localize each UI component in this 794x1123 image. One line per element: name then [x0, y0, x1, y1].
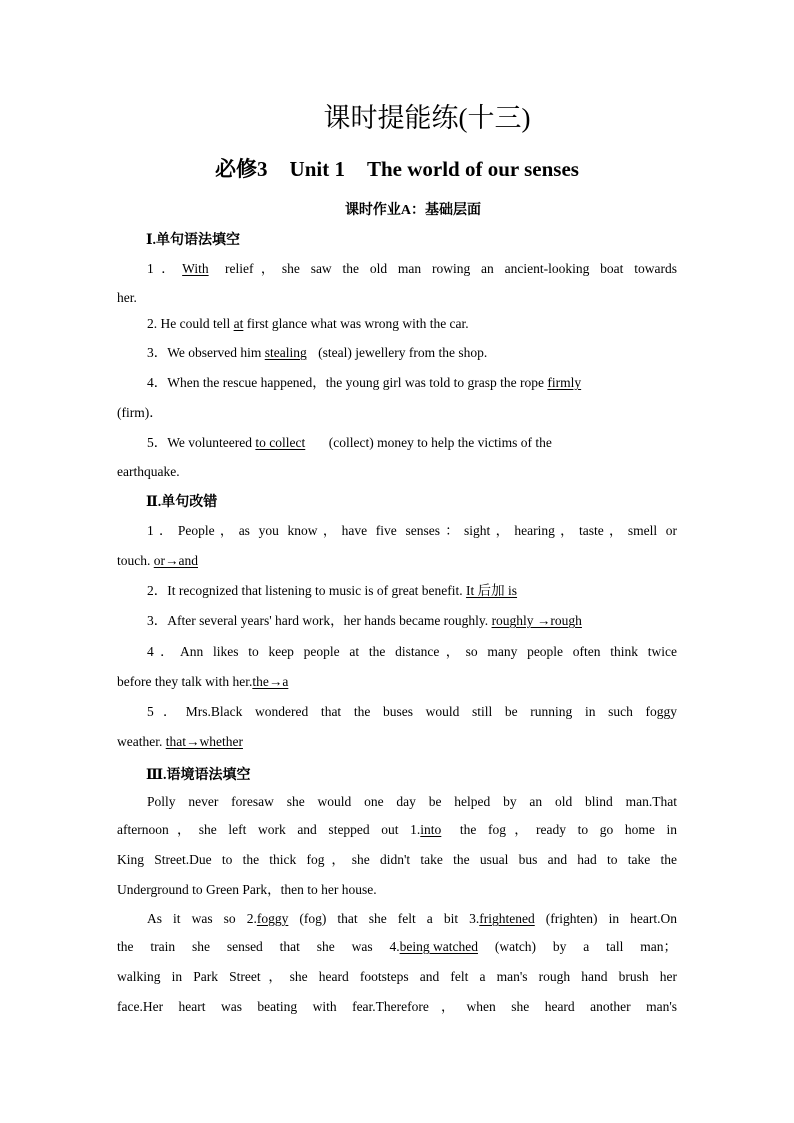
subtitle-unit: Unit 1 — [289, 157, 345, 181]
answer-blank: firmly — [547, 375, 582, 390]
subtitle-topic: The world of our senses — [366, 157, 579, 181]
answer-blank: at — [233, 316, 244, 331]
correction: roughly →rough — [491, 613, 582, 628]
subtitle-module: 必修3 — [215, 157, 268, 181]
correction: that→whether — [165, 734, 243, 749]
homework-label: 课时作业A：基础层面 — [344, 203, 482, 218]
answer-blank: stealing — [264, 345, 307, 360]
s1-item4-cont: (firm)． — [117, 405, 163, 420]
s3-p1-line2: afternoon，she left work and stepped out 1.into the fog，ready to go home in — [117, 822, 677, 837]
section3-heading: Ⅲ.语境语法填空 — [146, 768, 251, 783]
s1-item5-cont: earthquake. — [117, 464, 180, 479]
s1-item3: 3．We observed him stealing (steal) jewellery from the shop. — [147, 345, 488, 360]
s2-item1: 1．People，as you know，have five senses：sight，hearing，taste，smell or — [147, 523, 677, 538]
s1-item1: 1．With relief，she saw the old man rowing an ancient-looking boat towards — [147, 261, 677, 276]
s1-item1-cont: her. — [117, 290, 137, 305]
s3-p2-line4: face.Her heart was beating with fear.Therefore，when she heard another man's — [117, 999, 677, 1014]
s3-p2-line2: the train she sensed that she was 4.being watched (watch) by a tall man； — [117, 939, 677, 954]
answer-blank: being watched — [399, 939, 478, 954]
answer-blank: With — [182, 261, 209, 276]
correction: the→a — [252, 674, 289, 689]
answer-blank: foggy — [256, 911, 289, 926]
s3-p1-line1: Polly never foresaw she would one day be helped by an old blind man.That — [147, 794, 677, 809]
s2-item5: 5．Mrs.Black wondered that the buses would still be running in such foggy — [147, 704, 677, 719]
s3-p1-line3: King Street.Due to the thick fog，she didn't take the usual bus and had to take the — [117, 852, 677, 867]
unit-subtitle — [0, 153, 794, 183]
s2-item4-cont: before they talk with her.the→a — [117, 674, 289, 689]
correction: or→and — [153, 553, 198, 568]
s3-p1-line4: Underground to Green Park，then to her house. — [117, 882, 377, 897]
s3-p2-line3: walking in Park Street，she heard footsteps and felt a man's rough hand brush her — [117, 969, 677, 984]
s2-item2: 2．It recognized that listening to music is of great benefit. It 后加 is — [147, 583, 518, 598]
section1-heading: Ⅰ.单句语法填空 — [146, 233, 241, 248]
s1-item5: 5．We volunteered to collect (collect) money to help the victims of the — [147, 435, 552, 450]
s3-p2-line1: As it was so 2.foggy (fog) that she felt a bit 3.frightened (frighten) in heart.On — [147, 911, 677, 926]
s2-item3: 3．After several years' hard work，her hands became roughly. roughly →rough — [147, 613, 582, 628]
section2-heading: Ⅱ.单句改错 — [146, 495, 218, 510]
answer-blank: to collect — [255, 435, 306, 450]
s1-item2: 2. He could tell at first glance what was wrong with the car. — [147, 316, 469, 331]
correction: It 后加 is — [466, 583, 518, 598]
s1-item4: 4．When the rescue happened，the young girl was told to grasp the rope firmly — [147, 374, 677, 392]
s2-item5-cont: weather. that→whether — [117, 734, 243, 749]
answer-blank: frightened — [479, 911, 535, 926]
s2-item1-cont: touch. or→and — [117, 553, 198, 568]
s2-item4: 4．Ann likes to keep people at the distance，so many people often think twice — [147, 644, 677, 659]
answer-blank: into — [420, 822, 442, 837]
page-title: 课时提能练(十三) — [323, 103, 531, 133]
